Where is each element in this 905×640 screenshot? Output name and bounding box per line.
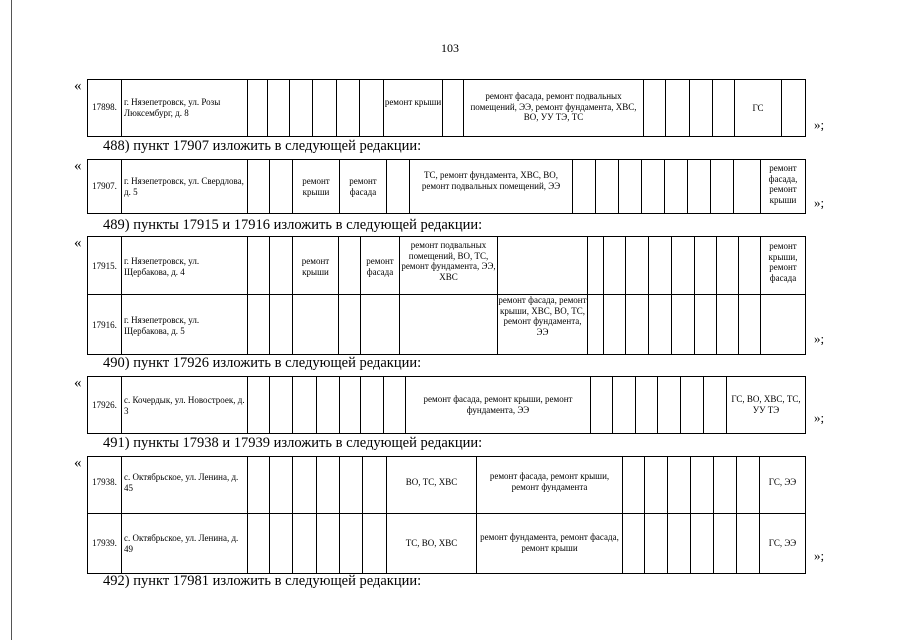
row-number: 17916. [92, 320, 117, 330]
row-number: 17915. [92, 261, 117, 271]
row-address: с. Кочердык, ул. Новостроек, д. 3 [124, 395, 245, 416]
row-address: г. Нязепетровск, ул. Щербакова, д. 5 [124, 315, 200, 336]
open-quote: « [74, 78, 82, 94]
work-cell: ремонт крыши [384, 97, 442, 107]
work-cell: ГС [752, 103, 764, 113]
work-cell: ремонт фундамента, ремонт фасада, ремонт крыши [480, 532, 619, 553]
close-quote: »; [814, 117, 825, 132]
row-address: с. Октябрьское, ул. Ленина, д. 49 [124, 533, 239, 554]
row-number: 17939. [92, 538, 117, 548]
page-number: 103 [441, 41, 459, 55]
work-cell: ремонт подвальных помещений, ВО, ТС, ремонт фундамента, ЭЭ, ХВС [401, 240, 496, 282]
row-number: 17907. [92, 181, 117, 191]
work-cell: ВО, ТС, ХВС [405, 477, 458, 487]
work-cell: ремонт фасада, ремонт крыши [768, 163, 798, 205]
open-quote: « [74, 375, 82, 391]
row-number: 17938. [92, 477, 117, 487]
work-cell: ремонт фасада [366, 256, 394, 277]
close-quote: »; [814, 195, 825, 210]
row-number: 17898. [92, 102, 117, 112]
work-cell: ремонт фасада, ремонт крыши, ремонт фундамента, ЭЭ [423, 394, 573, 415]
section-heading-490: 490) пункт 17926 изложить в следующей редакции: [103, 355, 422, 371]
work-cell: ремонт фасада, ремонт крыши, ремонт фундамента [489, 471, 610, 492]
close-quote: »; [814, 548, 825, 563]
section-heading-488: 488) пункт 17907 изложить в следующей редакции: [103, 138, 422, 154]
section-heading-492: 492) пункт 17981 изложить в следующей редакции: [103, 573, 422, 589]
work-cell: ремонт крыши [301, 256, 330, 277]
close-quote: »; [814, 410, 825, 425]
open-quote: « [74, 158, 82, 174]
open-quote: « [74, 455, 82, 471]
row-address: г. Нязепетровск, ул. Розы Люксембург, д. 8 [124, 97, 221, 118]
work-cell: ремонт фасада [349, 176, 377, 197]
work-cell: ремонт крыши, ремонт фасада [768, 241, 798, 283]
open-quote: « [74, 235, 82, 251]
work-cell: ГС, ЭЭ [768, 477, 797, 487]
work-cell: ремонт фасада, ремонт крыши, ХВС, ВО, ТС, ремонт фундамента, ЭЭ [498, 295, 587, 337]
row-address: г. Нязепетровск, ул. Щербакова, д. 4 [124, 256, 200, 277]
row-address: с. Октябрьское, ул. Ленина, д. 45 [124, 472, 239, 493]
section-heading-491: 491) пункты 17938 и 17939 изложить в следующей редакции: [103, 435, 483, 451]
row-number: 17926. [92, 400, 117, 410]
work-cell: ТС, ВО, ХВС [405, 538, 458, 548]
work-cell: ГС, ЭЭ [768, 538, 797, 548]
work-cell: ремонт фасада, ремонт подвальных помещений, ЭЭ, ремонт фундамента, ХВС, ВО, УУ ТЭ, ТС [470, 91, 637, 123]
work-cell: ТС, ремонт фундамента, ХВС, ВО, ремонт подвальных помещений, ЭЭ [421, 170, 561, 191]
work-cell: ГС, ВО, ХВС, ТС, УУ ТЭ [731, 394, 801, 415]
work-cell: ремонт крыши [302, 176, 330, 197]
section-heading-489: 489) пункты 17915 и 17916 изложить в следующей редакции: [103, 217, 483, 233]
row-address: г. Нязепетровск, ул. Свердлова, д. 5 [124, 176, 244, 197]
close-quote: »; [814, 331, 825, 346]
